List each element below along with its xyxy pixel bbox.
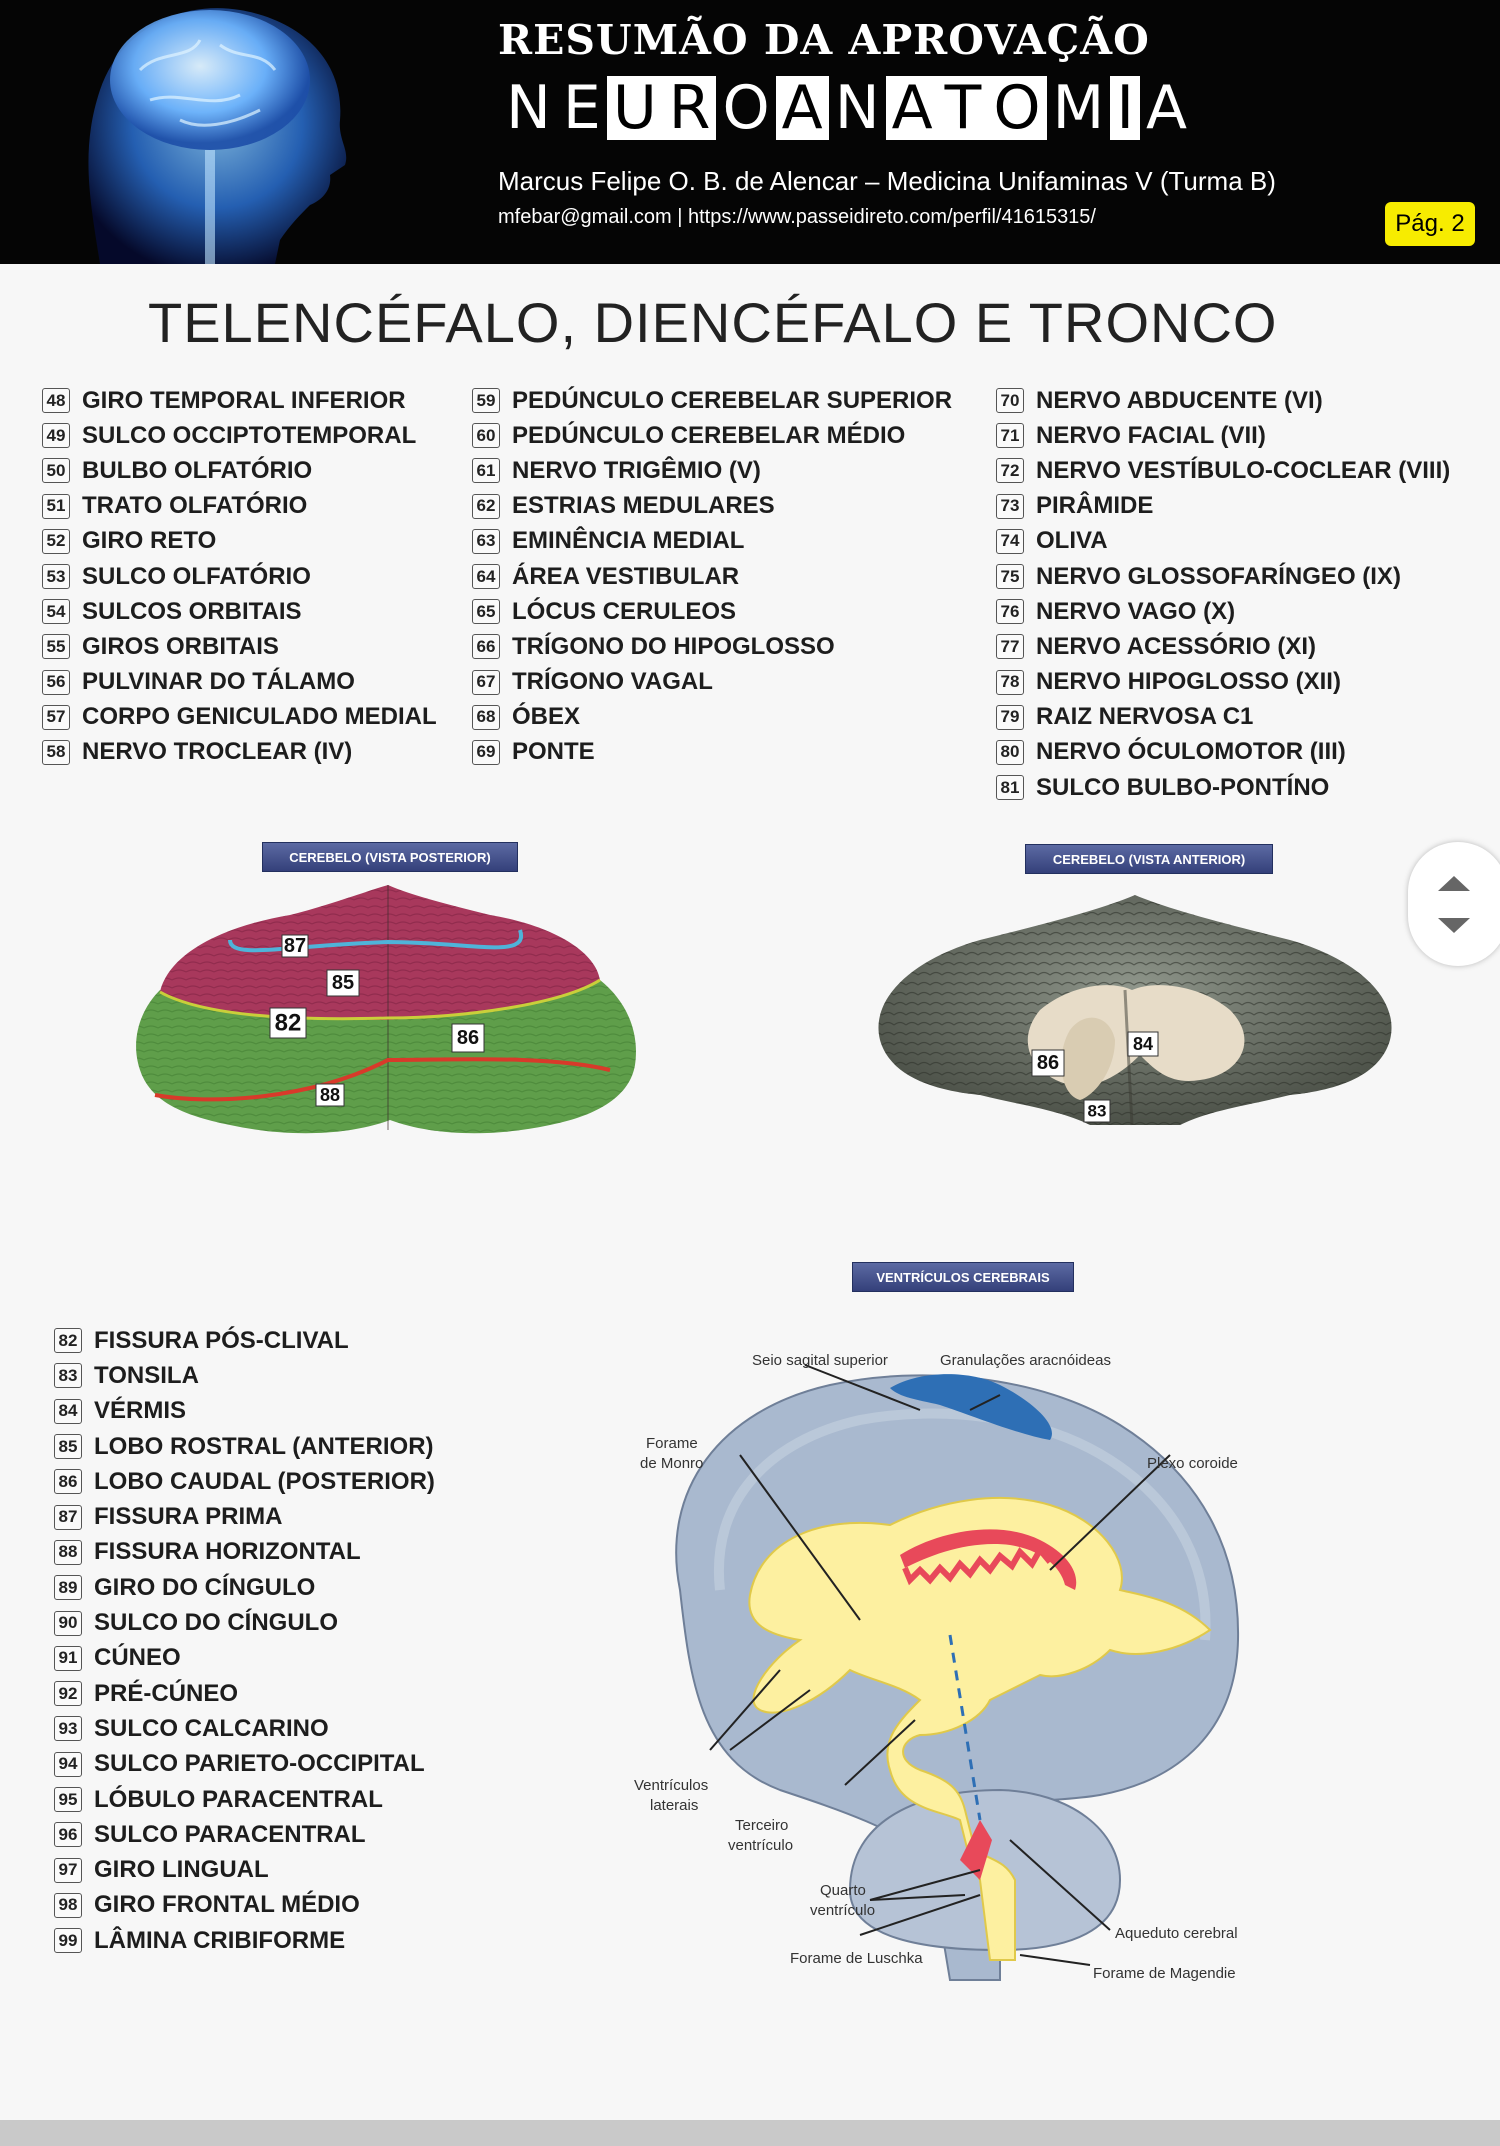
label-ventriculos-laterais-2: laterais	[650, 1797, 699, 1814]
term-number-box: 77	[996, 634, 1024, 659]
term-label: CORPO GENICULADO MEDIAL	[82, 703, 437, 731]
term-number-box: 68	[472, 705, 500, 730]
term-item	[54, 1923, 435, 1958]
term-label: LÓBULO PARACENTRAL	[94, 1785, 383, 1813]
term-label: TRATO OLFATÓRIO	[82, 492, 308, 520]
term-item	[42, 629, 437, 664]
title-letter: A	[886, 76, 939, 140]
term-label: GIRO FRONTAL MÉDIO	[94, 1891, 360, 1919]
term-item	[472, 700, 952, 735]
caption-cerebellum-posterior: CEREBELO (VISTA POSTERIOR)	[262, 842, 518, 872]
term-number-box: 70	[996, 388, 1024, 413]
term-number-box: 83	[54, 1363, 82, 1388]
term-number-box: 64	[472, 564, 500, 589]
ventricles-diagram	[620, 1340, 1260, 1990]
tag-83	[1084, 1100, 1110, 1122]
term-number-box: 65	[472, 599, 500, 624]
term-item	[54, 1605, 435, 1640]
term-number-box: 81	[996, 775, 1024, 800]
term-number-box: 74	[996, 529, 1024, 554]
term-number-box: 92	[54, 1681, 82, 1706]
title-letter: U	[607, 76, 663, 140]
term-item	[996, 665, 1450, 700]
term-label: PULVINAR DO TÁLAMO	[82, 668, 355, 696]
tag-88	[316, 1084, 344, 1106]
caption-cerebellum-anterior: CEREBELO (VISTA ANTERIOR)	[1025, 844, 1273, 874]
term-label: OLIVA	[1036, 527, 1108, 555]
term-number-box: 76	[996, 599, 1024, 624]
term-label: LÓCUS CERULEOS	[512, 597, 737, 625]
svg-text:87: 87	[283, 935, 307, 957]
label-forame-monro-2: de Monro	[640, 1455, 704, 1472]
term-list-column-1	[42, 383, 437, 770]
svg-text:88: 88	[319, 1085, 341, 1105]
term-label: BULBO OLFATÓRIO	[82, 456, 313, 484]
label-ventriculos-laterais-1: Ventrículos	[634, 1777, 709, 1794]
svg-text:82: 82	[274, 1009, 302, 1037]
term-number-box: 94	[54, 1752, 82, 1777]
term-label: SULCO BULBO-PONTÍNO	[1036, 773, 1330, 801]
term-item	[54, 1641, 435, 1676]
term-item	[54, 1570, 435, 1605]
term-number-box: 59	[472, 388, 500, 413]
header-contact[interactable]: mfebar@gmail.com | https://www.passeidireto.com/perfil/41615315/	[498, 206, 1096, 228]
term-item	[42, 489, 437, 524]
term-number-box: 58	[42, 740, 70, 765]
term-label: LOBO CAUDAL (POSTERIOR)	[94, 1467, 435, 1495]
svg-text:86: 86	[456, 1027, 480, 1049]
term-list-cerebellum-telencephalon	[54, 1323, 435, 1958]
term-item	[54, 1429, 435, 1464]
term-label: GIRO TEMPORAL INFERIOR	[82, 386, 406, 414]
term-number-box: 69	[472, 740, 500, 765]
term-number-box: 52	[42, 529, 70, 554]
svg-text:83: 83	[1087, 1101, 1107, 1121]
label-forame-luschka: Forame de Luschka	[790, 1950, 923, 1967]
term-item	[996, 735, 1450, 770]
term-number-box: 50	[42, 458, 70, 483]
term-number-box: 84	[54, 1399, 82, 1424]
term-item	[54, 1711, 435, 1746]
tag-86-anterior	[1032, 1050, 1064, 1076]
term-number-box: 66	[472, 634, 500, 659]
term-number-box: 97	[54, 1858, 82, 1883]
tag-85	[327, 970, 359, 996]
header-banner	[0, 0, 1500, 264]
term-item	[996, 489, 1450, 524]
label-forame-monro-1: Forame	[646, 1435, 698, 1452]
tag-87	[282, 935, 308, 957]
term-item	[472, 383, 952, 418]
term-item	[42, 594, 437, 629]
term-number-box: 95	[54, 1787, 82, 1812]
term-number-box: 98	[54, 1893, 82, 1918]
term-number-box: 75	[996, 564, 1024, 589]
label-terceiro-2: ventrículo	[728, 1837, 794, 1854]
term-label: NERVO FACIAL (VII)	[1036, 421, 1266, 449]
term-item	[54, 1535, 435, 1570]
label-terceiro-1: Terceiro	[735, 1817, 789, 1834]
term-item	[54, 1323, 435, 1358]
term-label: NERVO ACESSÓRIO (XI)	[1036, 632, 1317, 660]
term-item	[996, 700, 1450, 735]
caption-ventricles: VENTRÍCULOS CEREBRAIS	[852, 1262, 1074, 1292]
header-author: Marcus Felipe O. B. de Alencar – Medicina Unifaminas V (Turma B)	[498, 166, 1276, 196]
term-item	[472, 594, 952, 629]
label-quarto-2: ventrículo	[810, 1902, 876, 1919]
term-item	[472, 665, 952, 700]
term-label: PIRÂMIDE	[1036, 492, 1154, 520]
label-seio-sagital: Seio sagital superior	[752, 1352, 888, 1369]
term-number-box: 82	[54, 1328, 82, 1353]
svg-text:86: 86	[1036, 1052, 1060, 1074]
term-number-box: 49	[42, 423, 70, 448]
title-letter: M	[1052, 73, 1105, 143]
term-list-column-2	[472, 383, 952, 770]
term-label: SULCO DO CÍNGULO	[94, 1609, 338, 1637]
term-item	[54, 1499, 435, 1534]
label-aqueduto: Aqueduto cerebral	[1115, 1925, 1238, 1942]
term-number-box: 91	[54, 1646, 82, 1671]
term-item	[42, 665, 437, 700]
term-label: GIRO RETO	[82, 527, 217, 555]
term-label: FISSURA PÓS-CLIVAL	[94, 1326, 349, 1354]
term-label: PONTE	[512, 738, 595, 766]
header-subtitle: RESUMÃO DA APROVAÇÃO	[498, 16, 1150, 64]
title-letter: R	[663, 76, 717, 140]
term-label: PEDÚNCULO CEREBELAR SUPERIOR	[512, 386, 953, 414]
title-letter: E	[562, 73, 601, 143]
title-letter: O	[987, 76, 1046, 140]
term-item	[42, 559, 437, 594]
svg-text:85: 85	[331, 972, 355, 994]
page-number-badge: Pág. 2	[1385, 202, 1475, 246]
term-number-box: 63	[472, 529, 500, 554]
label-forame-magendie: Forame de Magendie	[1093, 1965, 1236, 1982]
term-label: SULCO PARIETO-OCCIPITAL	[94, 1750, 425, 1778]
term-item	[54, 1817, 435, 1852]
term-item	[472, 559, 952, 594]
term-item	[54, 1394, 435, 1429]
term-label: NERVO ÓCULOMOTOR (III)	[1036, 738, 1346, 766]
term-label: PEDÚNCULO CEREBELAR MÉDIO	[512, 421, 906, 449]
term-label: TRÍGONO DO HIPOGLOSSO	[512, 632, 835, 660]
term-label: CÚNEO	[94, 1644, 181, 1672]
term-number-box: 86	[54, 1469, 82, 1494]
term-number-box: 56	[42, 670, 70, 695]
term-item	[54, 1358, 435, 1393]
title-letter: A	[1146, 73, 1188, 143]
term-item	[996, 594, 1450, 629]
term-label: NERVO VESTÍBULO-COCLEAR (VIII)	[1036, 456, 1451, 484]
term-number-box: 96	[54, 1822, 82, 1847]
term-label: ÓBEX	[512, 703, 581, 731]
tag-86	[452, 1024, 484, 1052]
term-label: SULCO CALCARINO	[94, 1714, 329, 1742]
term-number-box: 61	[472, 458, 500, 483]
cerebellum-anterior-figure	[870, 890, 1400, 1135]
term-label: FISSURA PRIMA	[94, 1503, 283, 1531]
term-item	[54, 1852, 435, 1887]
term-item	[42, 453, 437, 488]
title-letter: T	[939, 76, 988, 140]
term-number-box: 60	[472, 423, 500, 448]
scroll-up-icon[interactable]	[1438, 876, 1470, 891]
term-item	[42, 700, 437, 735]
cerebellum-posterior-figure	[130, 880, 640, 1145]
tag-82	[270, 1008, 306, 1038]
term-item	[54, 1747, 435, 1782]
term-label: GIROS ORBITAIS	[82, 632, 279, 660]
term-number-box: 55	[42, 634, 70, 659]
term-number-box: 54	[42, 599, 70, 624]
term-number-box: 89	[54, 1575, 82, 1600]
term-label: PRÉ-CÚNEO	[94, 1679, 239, 1707]
term-label: ÁREA VESTIBULAR	[512, 562, 740, 590]
term-number-box: 85	[54, 1434, 82, 1459]
term-item	[996, 559, 1450, 594]
term-label: SULCO PARACENTRAL	[94, 1820, 366, 1848]
title-letter: N	[834, 73, 880, 143]
page-title: TELENCÉFALO, DIENCÉFALO E TRONCO	[148, 291, 1278, 354]
term-label: SULCO OCCIPTOTEMPORAL	[82, 421, 417, 449]
term-item	[54, 1676, 435, 1711]
term-label: GIRO DO CÍNGULO	[94, 1573, 316, 1601]
label-quarto-1: Quarto	[820, 1882, 866, 1899]
term-item	[54, 1888, 435, 1923]
term-item	[996, 629, 1450, 664]
label-plexo-coroide: Plexo coroide	[1147, 1455, 1238, 1472]
term-number-box: 88	[54, 1540, 82, 1565]
term-item	[472, 453, 952, 488]
term-label: NERVO ABDUCENTE (VI)	[1036, 386, 1323, 414]
term-number-box: 79	[996, 705, 1024, 730]
term-item	[996, 383, 1450, 418]
term-item	[42, 735, 437, 770]
svg-text:84: 84	[1132, 1034, 1154, 1054]
title-letter: O	[722, 73, 770, 143]
term-number-box: 73	[996, 494, 1024, 519]
scroll-down-icon[interactable]	[1438, 918, 1470, 933]
term-number-box: 87	[54, 1505, 82, 1530]
term-label: SULCOS ORBITAIS	[82, 597, 302, 625]
term-label: VÉRMIS	[94, 1397, 187, 1425]
term-label: FISSURA HORIZONTAL	[94, 1538, 361, 1566]
term-list-column-3	[996, 383, 1450, 805]
term-item	[54, 1782, 435, 1817]
title-letter: N	[506, 73, 551, 143]
term-item	[42, 418, 437, 453]
term-item	[996, 770, 1450, 805]
term-item	[42, 524, 437, 559]
term-number-box: 67	[472, 670, 500, 695]
term-number-box: 90	[54, 1611, 82, 1636]
term-number-box: 99	[54, 1928, 82, 1953]
term-label: NERVO TROCLEAR (IV)	[82, 738, 353, 766]
term-number-box: 78	[996, 670, 1024, 695]
term-item	[472, 524, 952, 559]
term-item	[996, 418, 1450, 453]
term-number-box: 71	[996, 423, 1024, 448]
term-number-box: 51	[42, 494, 70, 519]
term-label: LOBO ROSTRAL (ANTERIOR)	[94, 1432, 434, 1460]
title-letter: I	[1110, 76, 1140, 140]
scroll-control	[1408, 842, 1500, 966]
term-label: SULCO OLFATÓRIO	[82, 562, 311, 590]
term-item	[472, 489, 952, 524]
term-item	[472, 629, 952, 664]
term-label: ESTRIAS MEDULARES	[512, 492, 775, 520]
brain-head-illustration	[60, 0, 360, 264]
term-item	[472, 735, 952, 770]
term-label: NERVO HIPOGLOSSO (XII)	[1036, 668, 1341, 696]
term-number-box: 57	[42, 705, 70, 730]
term-label: NERVO VAGO (X)	[1036, 597, 1236, 625]
term-label: TRÍGONO VAGAL	[512, 668, 713, 696]
term-item	[472, 418, 952, 453]
term-number-box: 80	[996, 740, 1024, 765]
term-label: GIRO LINGUAL	[94, 1856, 269, 1884]
tag-84	[1128, 1032, 1158, 1056]
term-number-box: 93	[54, 1716, 82, 1741]
term-number-box: 48	[42, 388, 70, 413]
term-item	[42, 383, 437, 418]
header-title-neuroanatomia	[500, 73, 1193, 143]
term-item	[996, 524, 1450, 559]
term-number-box: 53	[42, 564, 70, 589]
label-granulacoes: Granulações aracnóideas	[940, 1352, 1111, 1369]
term-label: LÂMINA CRIBIFORME	[94, 1926, 346, 1954]
term-number-box: 72	[996, 458, 1024, 483]
term-label: NERVO TRIGÊMIO (V)	[512, 456, 761, 484]
term-label: RAIZ NERVOSA C1	[1036, 703, 1254, 731]
term-item	[996, 453, 1450, 488]
term-label: EMINÊNCIA MEDIAL	[512, 527, 745, 555]
title-letter: A	[776, 76, 829, 140]
term-label: TONSILA	[94, 1361, 199, 1389]
term-item	[54, 1464, 435, 1499]
term-label: NERVO GLOSSOFARÍNGEO (IX)	[1036, 562, 1401, 590]
term-number-box: 62	[472, 494, 500, 519]
